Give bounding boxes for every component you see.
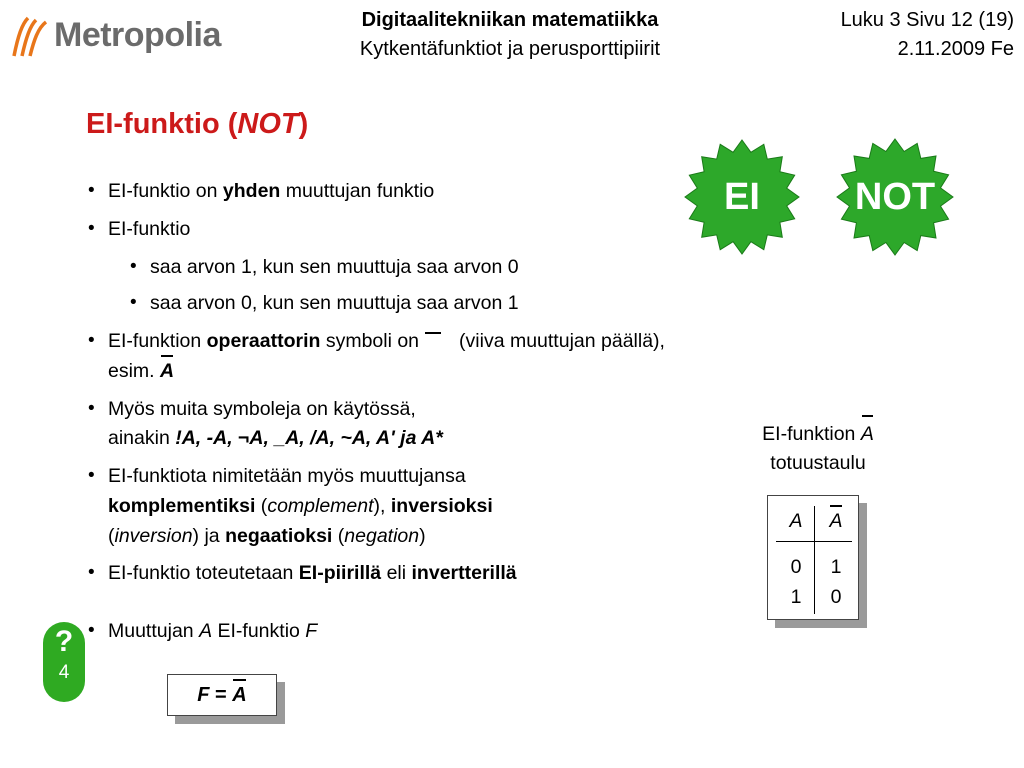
caption-line1: EI-funktion — [762, 423, 856, 445]
chapter-title: Kytkentäfunktiot ja perusporttipiirit — [359, 38, 661, 60]
bullet-dot: • — [130, 292, 137, 313]
ei-star-label: EI — [724, 175, 760, 218]
bullet-4: Myös muita symboleja on käytössä, — [108, 398, 416, 420]
formula-box — [167, 674, 277, 716]
bullet-4-line2: ainakin !A, -A, ¬A, _A, /A, ~A, A' ja A* — [108, 427, 443, 449]
table-cell: 0 — [830, 586, 842, 608]
bullet-dot: • — [88, 398, 95, 419]
formula-lhs: F — [197, 683, 210, 706]
question-badge[interactable] — [43, 622, 85, 702]
not-star-label: NOT — [854, 175, 936, 218]
bullet-3-line2: esim. A — [108, 360, 175, 382]
ei-star-badge — [684, 138, 800, 256]
alt-symbols: !A, -A, ¬A, _A, /A, ~A, A' ja A* — [175, 427, 443, 449]
table-cell: 1 — [830, 556, 842, 578]
bullet-dot: • — [88, 180, 95, 201]
title-suffix: ) — [298, 108, 309, 140]
bullet-dot: • — [88, 465, 95, 486]
table-cell: 0 — [790, 556, 802, 578]
bullet-3: EI-funktion operaattorin symboli on (viiva muuttujan päällä), — [108, 330, 665, 352]
header-page-info — [734, 6, 1014, 64]
bullet-6: EI-funktio toteutetaan EI-piirillä eli invertterillä — [108, 562, 517, 584]
table-cell: 1 — [790, 586, 802, 608]
bullet-dot: • — [88, 218, 95, 239]
bullet-5-line3: (inversion) ja negaatioksi (negation) — [108, 525, 426, 547]
bullet-2a: saa arvon 1, kun sen muuttuja saa arvon 0 — [150, 256, 519, 278]
caption-line2: totuustaulu — [770, 452, 866, 474]
bullet-7: Muuttujan A EI-funktio F — [108, 620, 318, 642]
date-info: 2.11.2009 Fe — [897, 38, 1014, 60]
title-italic: NOT — [237, 108, 299, 140]
question-mark-icon: ? — [54, 625, 74, 658]
not-star-badge — [836, 138, 954, 256]
logo-mark-icon — [8, 12, 54, 62]
overbar-variable: A — [160, 360, 175, 382]
bullet-2: EI-funktio — [108, 218, 191, 240]
truth-table-caption — [718, 420, 918, 478]
formula-rhs: A — [232, 683, 247, 706]
bullet-1: EI-funktio on yhden muuttujan funktio — [108, 180, 435, 202]
table-header-not-a: A — [829, 510, 843, 532]
table-header-a: A — [789, 510, 803, 532]
overbar-symbol-icon — [425, 332, 441, 334]
slide-title — [86, 108, 308, 141]
caption-overbar-var: A — [861, 420, 874, 449]
bullet-dot: • — [88, 562, 95, 583]
bullet-dot: • — [130, 256, 137, 277]
question-number: 4 — [58, 662, 70, 683]
truth-table — [767, 495, 859, 620]
page-info: Luku 3 Sivu 12 (19) — [840, 9, 1014, 31]
bullet-dot: • — [88, 330, 95, 351]
logo-text: Metropolia — [54, 16, 221, 54]
title-prefix: EI-funktio ( — [86, 108, 238, 140]
bullet-2b: saa arvon 0, kun sen muuttuja saa arvon 1 — [150, 292, 519, 314]
bullet-dot: • — [88, 620, 95, 641]
bullet-5: EI-funktiota nimitetään myös muuttujansa — [108, 465, 466, 487]
bullet-5-line2: komplementiksi (complement), inversioksi — [108, 495, 493, 517]
header-titles — [300, 6, 720, 64]
metropolia-logo — [8, 12, 223, 62]
course-title: Digitaalitekniikan matematiikka — [361, 9, 659, 31]
formula-eq: = — [209, 683, 233, 706]
